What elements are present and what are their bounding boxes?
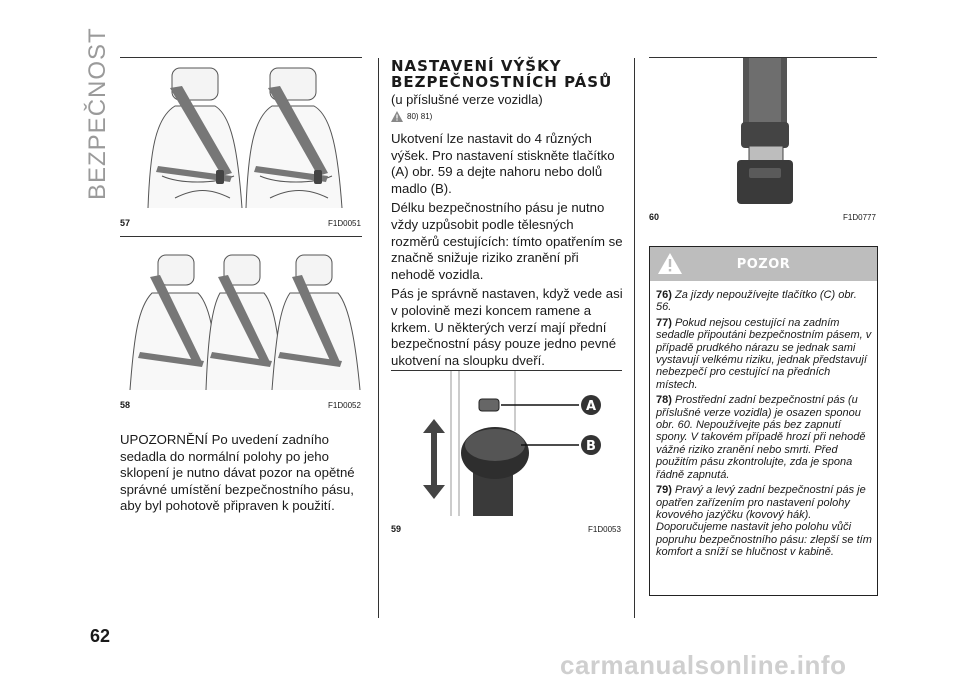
front-seats-belt-illustration xyxy=(120,58,362,208)
figure-59 xyxy=(391,371,622,516)
figure-60 xyxy=(649,58,877,204)
figure-58-code: F1D0052 xyxy=(328,401,361,410)
column-divider-2 xyxy=(634,58,635,618)
warning-item: 78) Prostřední zadní bezpečnostní pás (u příslušné verze vozidla) je osazen sponou obr. 60. Nepoužívejte pás bez zapnutí spony. V takovém případě hrozí při nehodě vážné riziko zranění nebo smrti. Před použitím pásu zkontrolujte, zda je spona řádně zapnutá. xyxy=(656,394,866,481)
warning-title: POZOR xyxy=(736,257,791,272)
figure-57-number: 57 xyxy=(120,218,131,228)
rear-seat-note: UPOZORNĚNÍ Po uvedení zadního sedadla do normální polohy po jeho sklopení je nutno dávat pozor na opětné správné umístění bezpečnostního pásu, aby byl pohotově připraven k použití. xyxy=(120,432,355,514)
warning-refs: 80) 81) xyxy=(391,111,432,122)
warning-items xyxy=(650,281,877,559)
page-number: 62 xyxy=(90,626,111,646)
adjust-instructions xyxy=(391,131,623,372)
figure-58 xyxy=(120,237,362,390)
warning-box xyxy=(649,246,878,596)
column-divider-1 xyxy=(378,58,379,618)
footer-watermark: carmanualsonline.info xyxy=(560,650,847,680)
subheading: (u příslušné verze vozidla) xyxy=(391,92,543,107)
rear-seats-belt-illustration xyxy=(120,237,362,390)
warning-item: 77) Pokud nejsou cestující na zadním sedadle připoutáni bezpečnostním pásem, v případě prudkého nárazu se jednak sami vystavují velkému riziku, jednak představují nebezpečí pro cestující na předních místech. xyxy=(656,316,872,391)
label-b: B xyxy=(586,439,596,454)
paragraph-2: Délku bezpečnostního pásu je nutno vždy uzpůsobit podle tělesných rozměrů cestujících: tímto opatřením se značně snižuje riziko zranění při nehodě vozidla. xyxy=(391,200,623,282)
section-heading: NASTAVENÍ VÝŠKY BEZPEČNOSTNÍCH PÁSŮ xyxy=(391,57,613,91)
height-adjuster-illustration xyxy=(391,371,622,516)
center-belt-buckle-illustration xyxy=(649,58,877,204)
figure-57 xyxy=(120,58,362,208)
figure-58-number: 58 xyxy=(120,400,131,410)
figure-59-code: F1D0053 xyxy=(588,525,621,534)
paragraph-1: Ukotvení lze nastavit do 4 různých výšek. Pro nastavení stiskněte tlačítko (A) obr. 59 a dejte nahoru nebo dolů madlo (B). xyxy=(391,131,615,196)
figure-60-number: 60 xyxy=(649,212,660,222)
figure-57-code: F1D0051 xyxy=(328,219,361,228)
label-a: A xyxy=(585,399,597,414)
section-title: BEZPEČNOST xyxy=(84,27,111,200)
warning-item: 79) Pravý a levý zadní bezpečnostní pás je opatřen zařízením pro nastavení polohy kovového jazýčku (kovový hák). Doporučujeme nastavit jeho polohu vůči popruhu bezpečnostního pásu: zlepší se tím komfort a sníží se hlučnost v kabině. xyxy=(656,484,872,559)
warning-header xyxy=(650,247,877,281)
paragraph-3: Pás je správně nastaven, když vede asi v polovině mezi koncem ramene a krkem. U některých verzí mají přední bezpečnostní pásy pouze jedno pevné ukotvení na sloupku dveří. xyxy=(391,286,623,368)
warning-triangle-icon xyxy=(391,111,403,122)
figure-60-code: F1D0777 xyxy=(843,213,876,222)
figure-59-number: 59 xyxy=(391,524,402,534)
warning-item: 76) Za jízdy nepoužívejte tlačítko (C) obr. 56. xyxy=(656,289,857,314)
